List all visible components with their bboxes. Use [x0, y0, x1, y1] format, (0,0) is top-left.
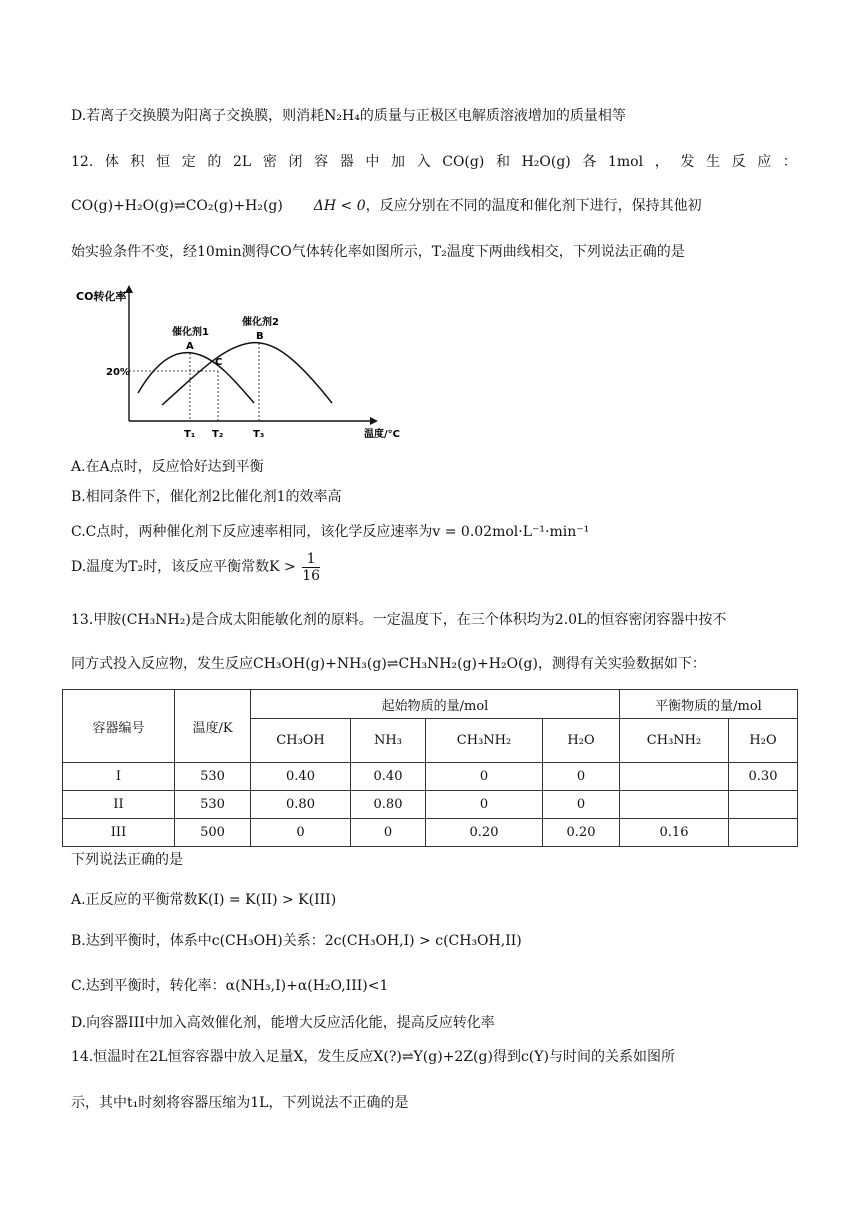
table-cell: 0: [426, 763, 543, 791]
q12-line1-token: 闭: [288, 154, 303, 170]
x-tick-t3: T₃: [253, 429, 265, 440]
sub-header: H₂O: [543, 719, 620, 763]
sub-header: H₂O: [729, 719, 798, 763]
q12-option-d-text: D.温度为T₂时，该反应平衡常数K >: [71, 559, 296, 575]
table-cell: [729, 819, 798, 847]
table-cell: 530: [175, 791, 251, 819]
q12-line1: [71, 152, 797, 172]
table-cell: 0.30: [729, 763, 798, 791]
q12-line1-token: 各: [582, 154, 597, 170]
q12-equation: CO(g)+H₂O(g)⇌CO₂(g)+H₂(g): [71, 198, 283, 214]
table-cell: 0.16: [620, 819, 729, 847]
table-row: [63, 763, 798, 791]
table-cell: [620, 791, 729, 819]
q12-line1-token: 12.: [71, 154, 94, 170]
curve-catalyst-1: [138, 353, 254, 403]
table-cell: 0.80: [251, 791, 351, 819]
point-c: C: [215, 357, 223, 368]
table-cell: I: [63, 763, 175, 791]
q12-line1-token: 入: [416, 154, 431, 170]
fraction-numerator: 1: [302, 551, 320, 568]
table-cell: [620, 763, 729, 791]
table-cell: 0: [426, 791, 543, 819]
q12-line1-token: 积: [130, 154, 145, 170]
curve-2-label: 催化剂2: [242, 317, 279, 328]
q13-line1: 13.甲胺(CH₃NH₂)是合成太阳能敏化剂的原料。一定温度下，在三个体积均为2.0L的恒容密闭容器中按不: [71, 612, 727, 628]
fraction-denominator: 16: [302, 567, 321, 584]
table-cell: 0: [543, 791, 620, 819]
table-cell: 0.40: [351, 763, 426, 791]
q12-line1-token: H₂O(g): [521, 154, 571, 170]
table-cell: 0.40: [251, 763, 351, 791]
q12-line1-token: 密: [262, 154, 277, 170]
table-cell: [729, 791, 798, 819]
header-container-id: 容器编号: [63, 690, 175, 763]
sub-header: NH₃: [351, 719, 426, 763]
sub-header: CH₃NH₂: [620, 719, 729, 763]
q12-line1-token: ，: [654, 154, 669, 170]
header-equilibrium-amount: 平衡物质的量/mol: [620, 690, 798, 719]
x-axis-label: 温度/°C: [364, 429, 400, 440]
q12-line1-token: 2L: [233, 154, 252, 170]
experiment-data-table: [62, 689, 798, 847]
q12-delta-h: ΔH < 0: [313, 198, 366, 214]
point-b: B: [256, 331, 264, 342]
co-conversion-chart: [72, 285, 412, 445]
table-row: [63, 819, 798, 847]
y-tick-20: 20%: [106, 367, 130, 378]
table-cell: 530: [175, 763, 251, 791]
q12-line3: 始实验条件不变，经10min测得CO气体转化率如图所示，T₂温度下两曲线相交，下列说法正确的是: [71, 244, 685, 260]
q13-option-c: C.达到平衡时，转化率：α(NH₃,I)+α(H₂O,III)<1: [71, 978, 389, 994]
q13-prompt: 下列说法正确的是: [71, 852, 183, 868]
q12-line1-token: 1mol: [608, 154, 644, 170]
q12-line1-token: 应: [757, 154, 772, 170]
table-cell: 500: [175, 819, 251, 847]
table-cell: 0: [251, 819, 351, 847]
q12-line1-token: 反: [731, 154, 746, 170]
x-tick-t1: T₁: [184, 429, 196, 440]
q12-line1-token: 生: [705, 154, 720, 170]
q13-option-a: A.正反应的平衡常数K(I) = K(II) > K(III): [71, 892, 337, 908]
q12-line1-token: ：: [782, 154, 797, 170]
q12-line1-token: CO(g): [442, 154, 485, 170]
prev-option-d: D.若离子交换膜为阳离子交换膜，则消耗N₂H₄的质量与正极区电解质溶液增加的质量相等: [71, 108, 626, 124]
q12-line1-token: 器: [339, 154, 354, 170]
q12-line2: [71, 196, 702, 216]
q12-line1-token: 体: [104, 154, 119, 170]
q14-line1: 14.恒温时在2L恒容容器中放入足量X，发生反应X(?)⇌Y(g)+2Z(g)得到c(Y)与时间的关系如图所: [71, 1049, 675, 1065]
q12-line1-token: 容: [314, 154, 329, 170]
x-axis-arrow: [370, 417, 378, 425]
q12-line1-token: 恒: [156, 154, 171, 170]
table-row: [63, 791, 798, 819]
q13-option-b: B.达到平衡时，体系中c(CH₃OH)关系：2c(CH₃OH,I) > c(CH₃OH,II): [71, 933, 522, 949]
q12-option-d: [71, 548, 322, 586]
q12-line1-token: 发: [680, 154, 695, 170]
header-temperature: 温度/K: [175, 690, 251, 763]
q13-option-d: D.向容器III中加入高效催化剂，能增大反应活化能，提高反应转化率: [71, 1015, 495, 1031]
table-cell: 0.80: [351, 791, 426, 819]
table-cell: 0.20: [543, 819, 620, 847]
table-cell: III: [63, 819, 175, 847]
q13-line2: 同方式投入反应物，发生反应CH₃OH(g)+NH₃(g)⇌CH₃NH₂(g)+H₂O(g)，测得有关实验数据如下：: [71, 656, 706, 672]
q14-line2: 示，其中t₁时刻将容器压缩为1L，下列说法不正确的是: [71, 1095, 409, 1111]
curve-1-label: 催化剂1: [172, 327, 209, 338]
sub-header: CH₃OH: [251, 719, 351, 763]
q12-line2-rest: ，反应分别在不同的温度和催化剂下进行，保持其他初: [365, 198, 702, 214]
y-axis-label: CO转化率: [76, 290, 127, 303]
table-cell: II: [63, 791, 175, 819]
q12-line1-token: 定: [181, 154, 196, 170]
q12-option-b: B.相同条件下，催化剂2比催化剂1的效率高: [71, 489, 342, 505]
table-cell: 0: [351, 819, 426, 847]
q12-line1-token: 的: [207, 154, 222, 170]
q12-line1-token: 加: [390, 154, 405, 170]
table-cell: 0.20: [426, 819, 543, 847]
fraction-1-16: [302, 551, 320, 584]
x-tick-t2: T₂: [212, 429, 224, 440]
q12-line1-token: 和: [495, 154, 510, 170]
q12-line1-token: 中: [365, 154, 380, 170]
sub-header: CH₃NH₂: [426, 719, 543, 763]
table-cell: 0: [543, 763, 620, 791]
header-initial-amount: 起始物质的量/mol: [251, 690, 620, 719]
q12-option-a: A.在A点时，反应恰好达到平衡: [71, 459, 264, 475]
point-a: A: [186, 341, 194, 352]
q12-option-c: C.C点时，两种催化剂下反应速率相同，该化学反应速率为v = 0.02mol·L⁻¹·min⁻¹: [71, 524, 590, 540]
